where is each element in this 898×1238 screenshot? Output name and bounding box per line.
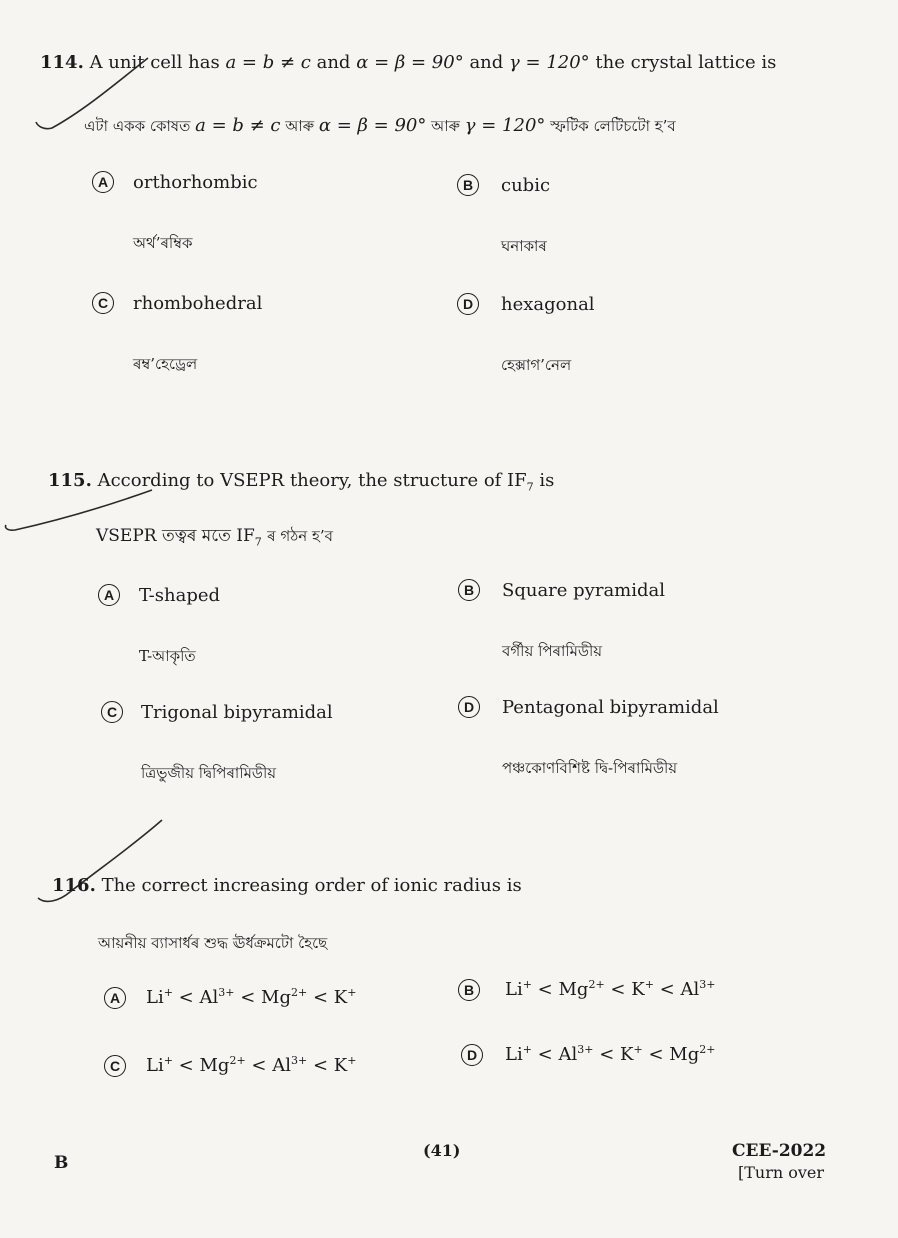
question-116-assamese: আয়নীয় ব্যাসাৰ্ধৰ শুদ্ধ ঊৰ্ধক্ৰমটো হৈছে bbox=[98, 934, 328, 952]
less-than: < bbox=[240, 987, 256, 1008]
less-than: < bbox=[599, 1044, 615, 1065]
question-text: According to VSEPR theory, the structure of IF bbox=[97, 470, 527, 491]
charge: + bbox=[163, 1054, 173, 1067]
option-c-marker[interactable]: C bbox=[104, 1055, 126, 1077]
option-d-text: Pentagonal bipyramidal bbox=[502, 697, 719, 718]
equation: a = b ≠ c bbox=[195, 115, 281, 136]
charge: 2+ bbox=[291, 986, 308, 999]
question-115-text bbox=[48, 470, 554, 494]
conjunction: and bbox=[316, 52, 351, 73]
option-b-marker[interactable]: B bbox=[457, 174, 479, 196]
question-text: the crystal lattice is bbox=[595, 52, 777, 73]
option-a-text: orthorhombic bbox=[133, 172, 258, 193]
option-c-text: Trigonal bipyramidal bbox=[141, 702, 333, 723]
option-c-text-as: ত্ৰিভুজীয় দ্বিপিৰামিডীয় bbox=[141, 764, 277, 782]
charge: 2+ bbox=[229, 1054, 246, 1067]
exam-code: CEE-2022 bbox=[732, 1141, 827, 1161]
less-than: < bbox=[648, 1044, 664, 1065]
less-than: < bbox=[178, 1055, 194, 1076]
less-than: < bbox=[178, 987, 194, 1008]
option-a-marker[interactable]: A bbox=[92, 171, 114, 193]
ion: Mg bbox=[261, 987, 291, 1008]
option-d-marker[interactable]: D bbox=[457, 293, 479, 315]
less-than: < bbox=[537, 979, 553, 1000]
equation: α = β = 90° bbox=[318, 115, 427, 136]
ion: Li bbox=[505, 1044, 523, 1065]
equation: α = β = 90° bbox=[356, 52, 464, 73]
ion: Al bbox=[680, 979, 700, 1000]
option-c-text bbox=[146, 1054, 356, 1076]
charge: 3+ bbox=[577, 1043, 594, 1056]
ion: Al bbox=[272, 1055, 291, 1076]
question-number: 116. bbox=[52, 875, 96, 896]
subscript: 7 bbox=[254, 535, 262, 549]
question-115-assamese bbox=[96, 523, 333, 551]
question-number: 115. bbox=[48, 470, 92, 491]
option-b-text-as: ঘনাকাৰ bbox=[501, 237, 547, 255]
charge: + bbox=[347, 986, 357, 999]
ion: K bbox=[620, 1044, 634, 1065]
charge: + bbox=[633, 1043, 643, 1056]
question-text-as: স্ফটিক লেটিচটো হ’ব bbox=[550, 117, 676, 135]
option-c-marker[interactable]: C bbox=[92, 292, 114, 314]
option-a-text-as: অৰ্থ’ৰম্বিক bbox=[133, 234, 193, 252]
charge: 3+ bbox=[291, 1054, 308, 1067]
question-text: A unit cell has bbox=[89, 52, 220, 73]
option-b-marker[interactable]: B bbox=[458, 979, 480, 1001]
equation: γ = 120° bbox=[509, 52, 590, 73]
option-d-marker[interactable]: D bbox=[458, 696, 480, 718]
less-than: < bbox=[251, 1055, 267, 1076]
ion: Mg bbox=[669, 1044, 700, 1065]
subscript: 7 bbox=[526, 480, 534, 494]
ion: Mg bbox=[199, 1055, 230, 1076]
charge: 3+ bbox=[699, 978, 716, 991]
option-a-marker[interactable]: A bbox=[98, 584, 120, 606]
charge: + bbox=[644, 978, 654, 991]
charge: 3+ bbox=[218, 986, 235, 999]
option-d-text-as: হেক্সাগ’নেল bbox=[501, 356, 572, 374]
question-number: 114. bbox=[40, 52, 84, 73]
ion: Li bbox=[146, 1055, 164, 1076]
option-d-marker[interactable]: D bbox=[461, 1044, 483, 1066]
option-a-marker[interactable]: A bbox=[104, 987, 126, 1009]
ion: Li bbox=[505, 979, 523, 1000]
ion: Al bbox=[558, 1044, 578, 1065]
less-than: < bbox=[312, 1055, 329, 1076]
conjunction: আৰু bbox=[285, 117, 315, 135]
question-114-text bbox=[40, 52, 776, 73]
question-text-as: এটা একক কোষত bbox=[84, 117, 191, 135]
option-b-text: Square pyramidal bbox=[502, 580, 666, 601]
equation: a = b ≠ c bbox=[225, 52, 311, 73]
option-d-text bbox=[505, 1043, 715, 1065]
option-c-marker[interactable]: C bbox=[101, 701, 123, 723]
question-text-as: VSEPR তত্বৰ মতে IF bbox=[96, 526, 255, 546]
question-116-text bbox=[52, 875, 522, 896]
option-a-text-as: T-আকৃতি bbox=[139, 647, 196, 665]
charge: 2+ bbox=[588, 978, 605, 991]
less-than: < bbox=[610, 979, 626, 1000]
charge: + bbox=[522, 978, 532, 991]
less-than: < bbox=[537, 1044, 553, 1065]
ion: K bbox=[333, 1055, 348, 1076]
turn-over-note: [Turn over bbox=[738, 1163, 825, 1182]
ion: Li bbox=[146, 987, 164, 1008]
charge: + bbox=[163, 986, 173, 999]
question-114-assamese bbox=[84, 115, 676, 140]
option-b-text-as: বৰ্গীয় পিৰামিডীয় bbox=[502, 642, 603, 660]
question-text: is bbox=[539, 470, 555, 491]
option-a-text: T-shaped bbox=[139, 585, 221, 606]
ion: K bbox=[333, 987, 348, 1008]
conjunction: আৰু bbox=[431, 117, 460, 135]
option-b-marker[interactable]: B bbox=[458, 579, 480, 601]
question-text-as: ৰ গঠন হ’ব bbox=[267, 527, 333, 545]
less-than: < bbox=[312, 987, 329, 1008]
option-a-text bbox=[146, 986, 356, 1008]
ion: Mg bbox=[558, 979, 589, 1000]
option-b-text bbox=[505, 978, 715, 1000]
option-c-text-as: ৰম্ব’হেড্ৰেল bbox=[133, 355, 198, 373]
option-d-text-as: পঞ্চকোণবিশিষ্ট দ্বি-পিৰামিডীয় bbox=[502, 759, 678, 777]
booklet-set: B bbox=[54, 1153, 69, 1173]
less-than: < bbox=[659, 979, 675, 1000]
ion: K bbox=[631, 979, 645, 1000]
page-number: (41) bbox=[423, 1141, 461, 1160]
question-text: The correct increasing order of ionic radius is bbox=[101, 875, 522, 896]
equation: γ = 120° bbox=[464, 115, 546, 136]
charge: + bbox=[522, 1043, 532, 1056]
option-b-text: cubic bbox=[501, 175, 551, 196]
ion: Al bbox=[199, 987, 219, 1008]
charge: 2+ bbox=[699, 1043, 716, 1056]
option-d-text: hexagonal bbox=[501, 294, 595, 315]
option-c-text: rhombohedral bbox=[133, 293, 263, 314]
charge: + bbox=[347, 1054, 357, 1067]
conjunction: and bbox=[469, 52, 504, 73]
